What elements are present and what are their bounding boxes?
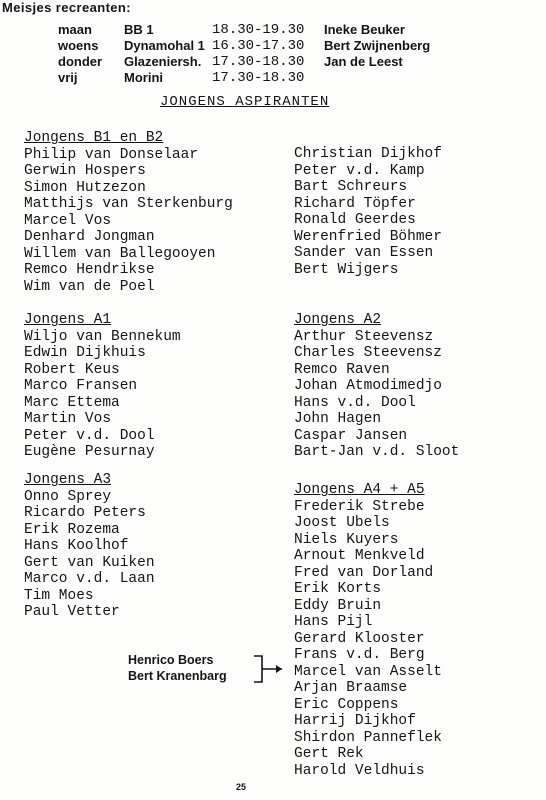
trainer-name: Bert Kranenbarg [128, 669, 227, 683]
member-name: Marcel van Asselt [294, 663, 442, 680]
member-name: Hans Pijl [294, 614, 373, 630]
bracket-arrow-icon [252, 652, 292, 686]
schedule-time: 16.30-17.30 [212, 38, 305, 54]
group-a4-a5 [294, 482, 442, 779]
member-name: Johan Atmodimedjo [294, 378, 442, 394]
schedule-venue: Glazeniersh. [124, 54, 202, 69]
member-name: Werenfried Böhmer [294, 228, 442, 245]
member-name: Marcel Vos [24, 212, 112, 229]
schedule-day: vrij [58, 70, 78, 85]
member-name: Frans v.d. Berg [294, 647, 425, 663]
member-name: Robert Keus [24, 361, 120, 378]
member-name: Gert van Kuiken [24, 554, 155, 571]
schedule-leader: Ineke Beuker [324, 22, 405, 37]
schedule-venue: BB 1 [124, 22, 154, 37]
schedule-time: 18.30-19.30 [212, 22, 305, 38]
trainer-name: Henrico Boers [128, 653, 214, 667]
group-a2 [294, 312, 459, 461]
member-name: Shirdon Panneflek [294, 729, 442, 746]
group-b1-b2-left [24, 130, 233, 295]
member-name: Matthijs van Sterkenburg [24, 196, 233, 212]
member-name: Sander van Essen [294, 245, 434, 261]
member-name: Bert Wijgers [294, 261, 399, 278]
group-b1-b2-right [294, 146, 442, 278]
section-title-meisjes-recreanten: Meisjes recreanten: [2, 0, 131, 15]
member-name: Willem van Ballegooyen [24, 245, 216, 262]
member-name: Arjan Braamse [294, 680, 408, 696]
member-name: Hans v.d. Dool [294, 394, 416, 411]
member-name: Denhard Jongman [24, 229, 155, 245]
member-name: Eric Coppens [294, 696, 399, 713]
member-name: Peter v.d. Kamp [294, 162, 425, 179]
member-name: Remco Hendrikse [24, 262, 155, 278]
trainer-names [128, 652, 227, 684]
member-name: Gerard Klooster [294, 630, 425, 647]
member-name: Eddy Bruin [294, 597, 382, 614]
member-name: Martin Vos [24, 411, 112, 427]
member-name: Peter v.d. Dool [24, 427, 155, 444]
member-name: Gert Rek [294, 746, 364, 762]
member-name: Wiljo van Bennekum [24, 328, 181, 345]
member-name: Harold Veldhuis [294, 762, 425, 779]
member-name: Ricardo Peters [24, 505, 146, 521]
member-name: Gerwin Hospers [24, 163, 146, 179]
group-title-b1-b2: Jongens B1 en B2 [24, 130, 164, 146]
schedule-venue: Morini [124, 70, 163, 85]
schedule-time: 17.30-18.30 [212, 70, 305, 86]
group-title-a3: Jongens A3 [24, 472, 112, 488]
member-name: Marco v.d. Laan [24, 571, 155, 587]
member-name: Bart Schreurs [294, 179, 408, 195]
member-name: Tim Moes [24, 587, 94, 604]
group-a1 [24, 312, 181, 461]
schedule-venue: Dynamohal 1 [124, 38, 205, 53]
member-name: Christian Dijkhof [294, 146, 442, 162]
schedule-day: woens [58, 38, 99, 53]
member-name: Caspar Jansen [294, 427, 408, 444]
member-name: Remco Raven [294, 361, 390, 378]
schedule-leader: Bert Zwijnenberg [324, 38, 431, 53]
group-a3 [24, 472, 155, 621]
member-name: Joost Ubels [294, 515, 390, 531]
member-name: Bart-Jan v.d. Sloot [294, 444, 460, 460]
member-name: Arnout Menkveld [294, 548, 425, 564]
group-title-a1: Jongens A1 [24, 312, 112, 328]
member-name: Fred van Dorland [294, 564, 434, 581]
member-name: Wim van de Poel [24, 278, 155, 295]
member-name: John Hagen [294, 411, 382, 427]
member-name: Harrij Dijkhof [294, 713, 416, 729]
page-heading: JONGENS ASPIRANTEN [160, 94, 330, 110]
schedule-time: 17.30-18.30 [212, 54, 305, 70]
member-name: Simon Hutzezon [24, 179, 146, 196]
member-name: Philip van Donselaar [24, 146, 199, 163]
member-name: Frederik Strebe [294, 498, 425, 515]
member-name: Charles Steevensz [294, 345, 442, 361]
schedule-day: donder [58, 54, 103, 69]
group-title-a2: Jongens A2 [294, 312, 382, 328]
member-name: Onno Sprey [24, 488, 112, 505]
schedule-day: maan [58, 22, 92, 37]
member-name: Paul Vetter [24, 604, 120, 620]
member-name: Marco Fransen [24, 378, 138, 394]
group-title-a4-a5: Jongens A4 + A5 [294, 482, 425, 498]
member-name: Hans Koolhof [24, 538, 129, 554]
member-name: Marc Ettema [24, 394, 120, 411]
member-name: Eugène Pesurnay [24, 444, 155, 460]
member-name: Richard Töpfer [294, 195, 416, 212]
member-name: Ronald Geerdes [294, 212, 416, 228]
member-name: Niels Kuyers [294, 531, 399, 548]
page-number: 25 [236, 782, 247, 792]
member-name: Edwin Dijkhuis [24, 345, 146, 361]
member-name: Erik Rozema [24, 521, 120, 538]
schedule-leader: Jan de Leest [324, 54, 403, 69]
member-name: Arthur Steevensz [294, 328, 434, 345]
member-name: Erik Korts [294, 581, 382, 597]
